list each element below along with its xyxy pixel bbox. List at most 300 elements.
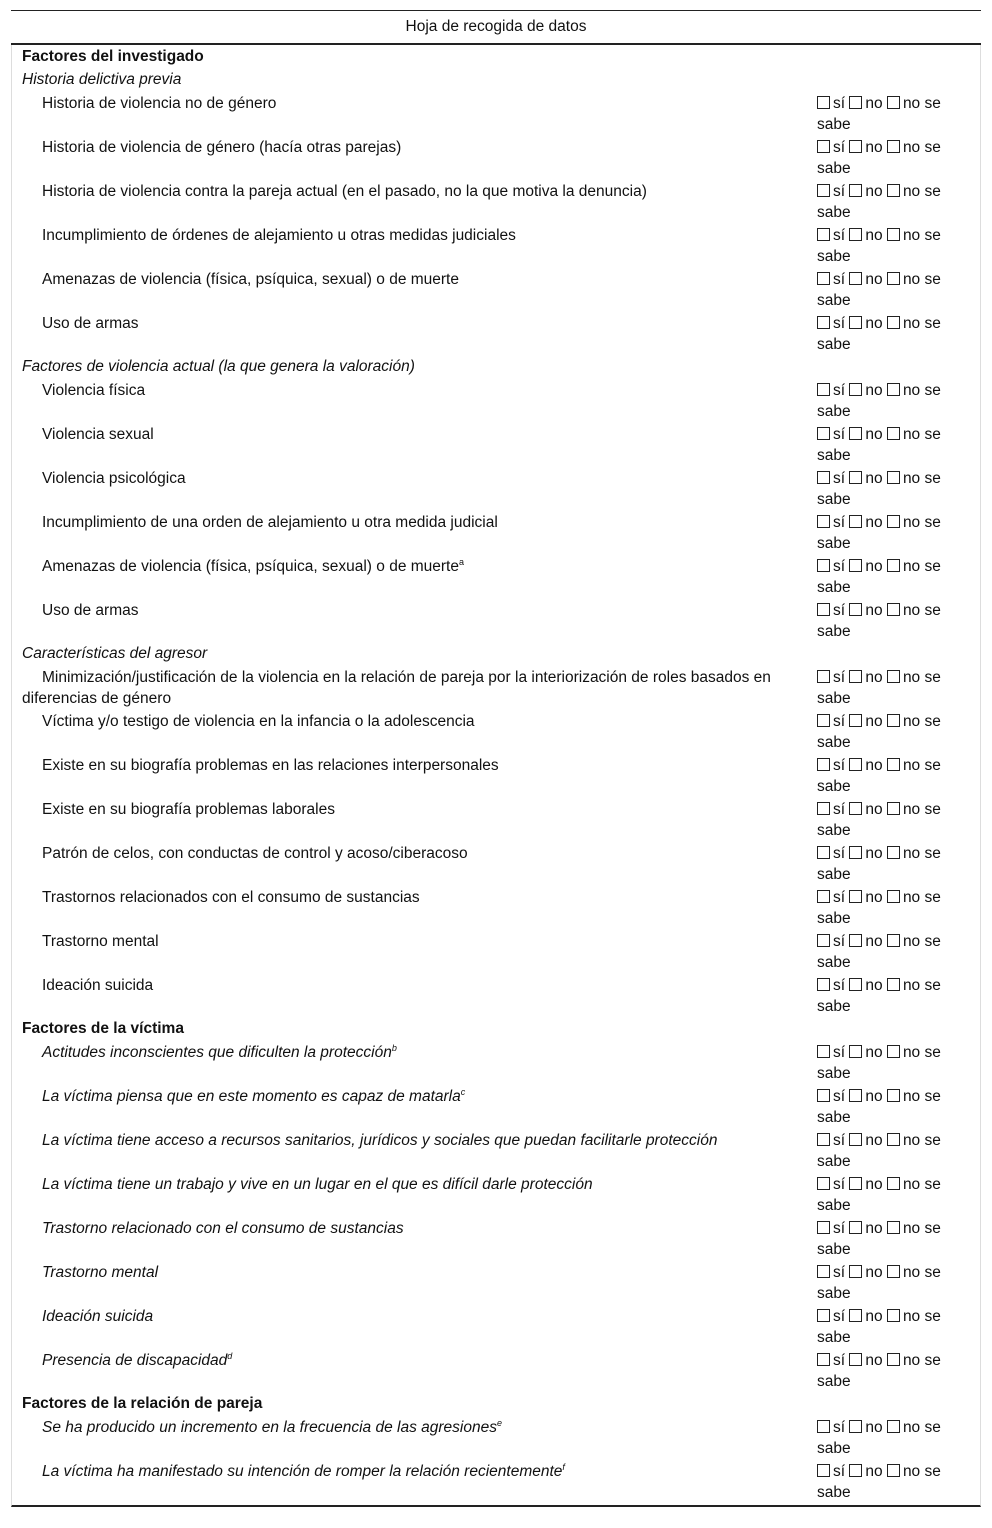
option-si-label: sí bbox=[833, 757, 846, 774]
answer-options bbox=[817, 313, 967, 355]
question-row bbox=[12, 1128, 980, 1172]
question-row bbox=[12, 885, 980, 929]
option-no-checkbox[interactable] bbox=[849, 1133, 862, 1146]
option-no-se-sabe-label: no se bbox=[902, 315, 941, 332]
question-row bbox=[12, 973, 980, 1017]
footnote-marker: b bbox=[391, 1043, 397, 1053]
option-no-se-sabe-label: no se bbox=[902, 382, 941, 399]
option-no-se-sabe-checkbox[interactable] bbox=[887, 1420, 900, 1433]
option-no-label: no bbox=[865, 1044, 883, 1061]
option-no-checkbox[interactable] bbox=[849, 978, 862, 991]
option-si-label: sí bbox=[833, 315, 846, 332]
question-label: Violencia física bbox=[42, 382, 146, 399]
option-no-checkbox[interactable] bbox=[849, 515, 862, 528]
answer-options bbox=[817, 181, 967, 223]
answer-options bbox=[817, 600, 967, 642]
question-row bbox=[12, 1260, 980, 1304]
option-si-checkbox[interactable] bbox=[817, 714, 830, 727]
question-row bbox=[12, 1216, 980, 1260]
option-no-se-sabe-label-cont: sabe bbox=[817, 1065, 851, 1082]
question-label: La víctima tiene un trabajo y vive en un lugar en el que es difícil darle protección bbox=[42, 1176, 593, 1193]
option-no-se-sabe-label-cont: sabe bbox=[817, 690, 851, 707]
question-row bbox=[12, 267, 980, 311]
question-row bbox=[12, 311, 980, 355]
option-no-label: no bbox=[865, 757, 883, 774]
option-no-label: no bbox=[865, 1264, 883, 1281]
option-no-se-sabe-checkbox[interactable] bbox=[887, 184, 900, 197]
option-si-checkbox[interactable] bbox=[817, 978, 830, 991]
option-no-checkbox[interactable] bbox=[849, 383, 862, 396]
option-no-label: no bbox=[865, 382, 883, 399]
option-no-label: no bbox=[865, 889, 883, 906]
question-row bbox=[12, 554, 980, 598]
option-si-label: sí bbox=[833, 1088, 846, 1105]
option-no-se-sabe-label-cont: sabe bbox=[817, 822, 851, 839]
option-si-label: sí bbox=[833, 1044, 846, 1061]
question-label: Patrón de celos, con conductas de control y acoso/ciberacoso bbox=[42, 845, 468, 862]
question-label: La víctima ha manifestado su intención de romper la relación recientemente$^f$ bbox=[42, 1462, 565, 1480]
option-no-checkbox[interactable] bbox=[849, 184, 862, 197]
question-row bbox=[12, 1040, 980, 1084]
answer-options bbox=[817, 1042, 967, 1084]
option-no-se-sabe-checkbox[interactable] bbox=[887, 1089, 900, 1102]
option-no-se-sabe-checkbox[interactable] bbox=[887, 559, 900, 572]
question-row bbox=[12, 841, 980, 885]
question-label: Incumplimiento de una orden de alejamiento u otra medida judicial bbox=[42, 514, 498, 531]
option-no-se-sabe-label-cont: sabe bbox=[817, 1440, 851, 1457]
option-si-checkbox[interactable] bbox=[817, 140, 830, 153]
option-si-label: sí bbox=[833, 933, 846, 950]
option-no-se-sabe-checkbox[interactable] bbox=[887, 670, 900, 683]
option-no-checkbox[interactable] bbox=[849, 559, 862, 572]
question-row bbox=[12, 223, 980, 267]
option-no-se-sabe-checkbox[interactable] bbox=[887, 978, 900, 991]
answer-options bbox=[817, 887, 967, 929]
footnote-marker: e bbox=[496, 1418, 502, 1428]
option-no-se-sabe-label-cont: sabe bbox=[817, 623, 851, 640]
option-no-se-sabe-label-cont: sabe bbox=[817, 292, 851, 309]
question-row bbox=[12, 797, 980, 841]
question-label: Historia de violencia contra la pareja actual (en el pasado, no la que motiva la denuncia) bbox=[42, 183, 647, 200]
option-si-checkbox[interactable] bbox=[817, 1265, 830, 1278]
option-si-label: sí bbox=[833, 470, 846, 487]
question-label: Víctima y/o testigo de violencia en la infancia o la adolescencia bbox=[42, 713, 475, 730]
question-label: La víctima tiene acceso a recursos sanitarios, jurídicos y sociales que puedan facilitarle protección bbox=[42, 1132, 718, 1149]
option-no-se-sabe-label-cont: sabe bbox=[817, 204, 851, 221]
option-no-label: no bbox=[865, 271, 883, 288]
answer-options bbox=[817, 1461, 967, 1503]
subsection-heading: Características del agresor bbox=[22, 645, 208, 662]
option-si-checkbox[interactable] bbox=[817, 670, 830, 683]
option-no-se-sabe-label-cont: sabe bbox=[817, 579, 851, 596]
question-row bbox=[12, 1084, 980, 1128]
option-no-label: no bbox=[865, 801, 883, 818]
option-si-checkbox[interactable] bbox=[817, 1089, 830, 1102]
option-si-label: sí bbox=[833, 801, 846, 818]
question-row bbox=[12, 135, 980, 179]
option-no-label: no bbox=[865, 845, 883, 862]
question-label: Actitudes inconscientes que dificulten la protección$^b$ bbox=[42, 1043, 397, 1061]
answer-options bbox=[817, 1417, 967, 1459]
answer-options bbox=[817, 667, 967, 709]
option-si-label: sí bbox=[833, 558, 846, 575]
option-si-label: sí bbox=[833, 1463, 846, 1480]
option-no-checkbox[interactable] bbox=[849, 934, 862, 947]
footnote-marker: c bbox=[460, 1087, 466, 1097]
option-no-se-sabe-checkbox[interactable] bbox=[887, 272, 900, 285]
option-no-label: no bbox=[865, 1176, 883, 1193]
option-no-se-sabe-checkbox[interactable] bbox=[887, 758, 900, 771]
option-si-label: sí bbox=[833, 426, 846, 443]
section-heading: Factores de la víctima bbox=[22, 1020, 184, 1037]
option-no-label: no bbox=[865, 315, 883, 332]
option-no-se-sabe-label: no se bbox=[902, 1220, 941, 1237]
option-no-se-sabe-checkbox[interactable] bbox=[887, 1177, 900, 1190]
option-no-checkbox[interactable] bbox=[849, 140, 862, 153]
answer-options bbox=[817, 755, 967, 797]
option-si-checkbox[interactable] bbox=[817, 802, 830, 815]
option-no-checkbox[interactable] bbox=[849, 1420, 862, 1433]
option-si-label: sí bbox=[833, 271, 846, 288]
option-no-checkbox[interactable] bbox=[849, 1309, 862, 1322]
option-si-checkbox[interactable] bbox=[817, 272, 830, 285]
option-si-checkbox[interactable] bbox=[817, 228, 830, 241]
option-no-se-sabe-checkbox[interactable] bbox=[887, 934, 900, 947]
option-no-se-sabe-label-cont: sabe bbox=[817, 1197, 851, 1214]
question-label: La víctima piensa que en este momento es capaz de matarla$^c$ bbox=[42, 1087, 466, 1105]
option-no-checkbox[interactable] bbox=[849, 1353, 862, 1366]
option-si-label: sí bbox=[833, 514, 846, 531]
option-no-se-sabe-checkbox[interactable] bbox=[887, 316, 900, 329]
option-si-checkbox[interactable] bbox=[817, 1045, 830, 1058]
option-no-se-sabe-label: no se bbox=[902, 1264, 941, 1281]
answer-options bbox=[817, 424, 967, 466]
option-no-se-sabe-label: no se bbox=[902, 426, 941, 443]
option-no-label: no bbox=[865, 1352, 883, 1369]
option-si-checkbox[interactable] bbox=[817, 1464, 830, 1477]
option-no-checkbox[interactable] bbox=[849, 846, 862, 859]
option-no-se-sabe-checkbox[interactable] bbox=[887, 427, 900, 440]
option-si-checkbox[interactable] bbox=[817, 316, 830, 329]
option-no-label: no bbox=[865, 977, 883, 994]
question-row bbox=[12, 1415, 980, 1459]
question-label: Historia de violencia de género (hacía otras parejas) bbox=[42, 139, 402, 156]
option-no-se-sabe-checkbox[interactable] bbox=[887, 96, 900, 109]
question-row bbox=[12, 510, 980, 554]
option-no-se-sabe-label: no se bbox=[902, 183, 941, 200]
option-no-checkbox[interactable] bbox=[849, 670, 862, 683]
option-no-se-sabe-label: no se bbox=[902, 1463, 941, 1480]
option-no-se-sabe-label: no se bbox=[902, 95, 941, 112]
option-si-checkbox[interactable] bbox=[817, 846, 830, 859]
option-no-checkbox[interactable] bbox=[849, 96, 862, 109]
option-si-label: sí bbox=[833, 977, 846, 994]
option-no-se-sabe-label-cont: sabe bbox=[817, 336, 851, 353]
option-no-se-sabe-label: no se bbox=[902, 933, 941, 950]
footnote-marker: a bbox=[459, 557, 465, 567]
question-label: Existe en su biografía problemas laborales bbox=[42, 801, 335, 818]
option-si-label: sí bbox=[833, 602, 846, 619]
footnote-marker: f bbox=[562, 1462, 565, 1472]
answer-options bbox=[817, 1262, 967, 1304]
section-heading: Factores de la relación de pareja bbox=[22, 1395, 263, 1412]
option-no-se-sabe-label: no se bbox=[902, 514, 941, 531]
subsection-heading: Factores de violencia actual (la que genera la valoración) bbox=[22, 358, 415, 375]
option-no-label: no bbox=[865, 95, 883, 112]
option-no-se-sabe-label-cont: sabe bbox=[817, 734, 851, 751]
option-no-se-sabe-label: no se bbox=[902, 558, 941, 575]
option-no-label: no bbox=[865, 602, 883, 619]
option-no-checkbox[interactable] bbox=[849, 714, 862, 727]
option-no-checkbox[interactable] bbox=[849, 1265, 862, 1278]
answer-options bbox=[817, 269, 967, 311]
question-label: Uso de armas bbox=[42, 602, 139, 619]
answer-options bbox=[817, 843, 967, 885]
option-no-se-sabe-label: no se bbox=[902, 669, 941, 686]
option-no-se-sabe-label-cont: sabe bbox=[817, 1241, 851, 1258]
answer-options bbox=[817, 225, 967, 267]
question-row bbox=[12, 179, 980, 223]
option-no-checkbox[interactable] bbox=[849, 272, 862, 285]
option-si-label: sí bbox=[833, 713, 846, 730]
question-label: Violencia psicológica bbox=[42, 470, 186, 487]
option-no-se-sabe-label-cont: sabe bbox=[817, 1153, 851, 1170]
question-label: Trastornos relacionados con el consumo de sustancias bbox=[42, 889, 420, 906]
option-si-label: sí bbox=[833, 1264, 846, 1281]
option-si-checkbox[interactable] bbox=[817, 96, 830, 109]
option-si-checkbox[interactable] bbox=[817, 559, 830, 572]
option-si-label: sí bbox=[833, 845, 846, 862]
section-heading: Factores del investigado bbox=[22, 48, 204, 65]
answer-options bbox=[817, 468, 967, 510]
option-no-checkbox[interactable] bbox=[849, 890, 862, 903]
option-si-checkbox[interactable] bbox=[817, 471, 830, 484]
option-no-label: no bbox=[865, 1220, 883, 1237]
option-no-se-sabe-checkbox[interactable] bbox=[887, 515, 900, 528]
question-label: Trastorno mental bbox=[42, 933, 159, 950]
option-no-se-sabe-label-cont: sabe bbox=[817, 1329, 851, 1346]
option-si-label: sí bbox=[833, 1419, 846, 1436]
option-si-checkbox[interactable] bbox=[817, 1309, 830, 1322]
question-label: Violencia sexual bbox=[42, 426, 154, 443]
question-label: Amenazas de violencia (física, psíquica, sexual) o de muerte bbox=[42, 271, 459, 288]
option-no-label: no bbox=[865, 933, 883, 950]
option-si-label: sí bbox=[833, 1220, 846, 1237]
option-si-label: sí bbox=[833, 889, 846, 906]
option-no-se-sabe-label-cont: sabe bbox=[817, 778, 851, 795]
sheet-body bbox=[11, 45, 981, 1507]
option-no-se-sabe-label: no se bbox=[902, 1308, 941, 1325]
option-no-label: no bbox=[865, 1132, 883, 1149]
option-si-checkbox[interactable] bbox=[817, 934, 830, 947]
question-row bbox=[12, 1348, 980, 1392]
question-label: Existe en su biografía problemas en las relaciones interpersonales bbox=[42, 757, 499, 774]
option-no-se-sabe-label: no se bbox=[902, 470, 941, 487]
option-no-label: no bbox=[865, 139, 883, 156]
option-no-se-sabe-checkbox[interactable] bbox=[887, 603, 900, 616]
option-si-checkbox[interactable] bbox=[817, 184, 830, 197]
option-no-checkbox[interactable] bbox=[849, 1464, 862, 1477]
option-no-checkbox[interactable] bbox=[849, 1177, 862, 1190]
option-no-se-sabe-label-cont: sabe bbox=[817, 160, 851, 177]
option-no-checkbox[interactable] bbox=[849, 1089, 862, 1102]
option-si-checkbox[interactable] bbox=[817, 1353, 830, 1366]
question-row bbox=[12, 1304, 980, 1348]
option-no-label: no bbox=[865, 1463, 883, 1480]
option-no-se-sabe-checkbox[interactable] bbox=[887, 1464, 900, 1477]
answer-options bbox=[817, 556, 967, 598]
option-no-label: no bbox=[865, 669, 883, 686]
question-row bbox=[12, 929, 980, 973]
question-label: Historia de violencia no de género bbox=[42, 95, 277, 112]
option-si-checkbox[interactable] bbox=[817, 383, 830, 396]
option-si-label: sí bbox=[833, 1132, 846, 1149]
option-si-label: sí bbox=[833, 382, 846, 399]
question-row bbox=[12, 422, 980, 466]
answer-options bbox=[817, 1174, 967, 1216]
option-no-se-sabe-label: no se bbox=[902, 845, 941, 862]
option-no-se-sabe-label-cont: sabe bbox=[817, 248, 851, 265]
option-no-label: no bbox=[865, 426, 883, 443]
option-si-label: sí bbox=[833, 1308, 846, 1325]
option-no-checkbox[interactable] bbox=[849, 603, 862, 616]
option-si-checkbox[interactable] bbox=[817, 890, 830, 903]
option-no-checkbox[interactable] bbox=[849, 316, 862, 329]
option-no-label: no bbox=[865, 558, 883, 575]
option-no-se-sabe-checkbox[interactable] bbox=[887, 1265, 900, 1278]
option-no-se-sabe-label: no se bbox=[902, 757, 941, 774]
option-no-checkbox[interactable] bbox=[849, 228, 862, 241]
question-label: Ideación suicida bbox=[42, 1308, 154, 1325]
option-no-se-sabe-checkbox[interactable] bbox=[887, 890, 900, 903]
question-row bbox=[12, 1172, 980, 1216]
option-no-se-sabe-label: no se bbox=[902, 1044, 941, 1061]
option-no-checkbox[interactable] bbox=[849, 1221, 862, 1234]
option-no-se-sabe-checkbox[interactable] bbox=[887, 714, 900, 727]
option-no-se-sabe-label: no se bbox=[902, 227, 941, 244]
question-label: Incumplimiento de órdenes de alejamiento u otras medidas judiciales bbox=[42, 227, 516, 244]
option-no-se-sabe-label: no se bbox=[902, 801, 941, 818]
question-label: Ideación suicida bbox=[42, 977, 154, 994]
question-label: Trastorno mental bbox=[42, 1264, 159, 1281]
option-no-label: no bbox=[865, 227, 883, 244]
option-no-se-sabe-label-cont: sabe bbox=[817, 535, 851, 552]
answer-options bbox=[817, 799, 967, 841]
option-si-checkbox[interactable] bbox=[817, 603, 830, 616]
answer-options bbox=[817, 1306, 967, 1348]
option-no-label: no bbox=[865, 1088, 883, 1105]
option-no-se-sabe-checkbox[interactable] bbox=[887, 140, 900, 153]
question-label: Minimización/justificación de la violencia en la relación de pareja por la interiorización de roles basados en diferencias de género bbox=[22, 669, 771, 707]
answer-options bbox=[817, 1086, 967, 1128]
question-row bbox=[12, 665, 980, 709]
option-si-label: sí bbox=[833, 669, 846, 686]
option-no-se-sabe-label-cont: sabe bbox=[817, 1373, 851, 1390]
option-si-label: sí bbox=[833, 1352, 846, 1369]
option-no-se-sabe-checkbox[interactable] bbox=[887, 383, 900, 396]
question-label: Se ha producido un incremento en la frecuencia de las agresiones$^e$ bbox=[42, 1418, 502, 1436]
answer-options bbox=[817, 93, 967, 135]
option-si-checkbox[interactable] bbox=[817, 1133, 830, 1146]
option-no-se-sabe-label: no se bbox=[902, 139, 941, 156]
option-no-se-sabe-label-cont: sabe bbox=[817, 1484, 851, 1501]
option-no-label: no bbox=[865, 1308, 883, 1325]
option-no-se-sabe-checkbox[interactable] bbox=[887, 802, 900, 815]
question-row bbox=[12, 91, 980, 135]
option-no-se-sabe-checkbox[interactable] bbox=[887, 1309, 900, 1322]
option-si-label: sí bbox=[833, 1176, 846, 1193]
option-no-se-sabe-label: no se bbox=[902, 1352, 941, 1369]
question-row bbox=[12, 378, 980, 422]
option-no-se-sabe-checkbox[interactable] bbox=[887, 1045, 900, 1058]
question-row bbox=[12, 598, 980, 642]
answer-options bbox=[817, 1350, 967, 1392]
option-no-se-sabe-label-cont: sabe bbox=[817, 1109, 851, 1126]
option-no-se-sabe-label: no se bbox=[902, 1088, 941, 1105]
option-si-label: sí bbox=[833, 183, 846, 200]
option-no-se-sabe-label: no se bbox=[902, 713, 941, 730]
question-label: Trastorno relacionado con el consumo de sustancias bbox=[42, 1220, 404, 1237]
option-no-label: no bbox=[865, 1419, 883, 1436]
question-row bbox=[12, 1459, 980, 1503]
option-no-checkbox[interactable] bbox=[849, 802, 862, 815]
option-no-checkbox[interactable] bbox=[849, 758, 862, 771]
option-no-se-sabe-label: no se bbox=[902, 602, 941, 619]
option-no-se-sabe-label-cont: sabe bbox=[817, 447, 851, 464]
option-si-label: sí bbox=[833, 227, 846, 244]
option-si-checkbox[interactable] bbox=[817, 1420, 830, 1433]
question-row bbox=[12, 753, 980, 797]
option-no-se-sabe-label: no se bbox=[902, 1176, 941, 1193]
option-si-label: sí bbox=[833, 95, 846, 112]
subsection-heading: Historia delictiva previa bbox=[22, 71, 182, 88]
option-no-se-sabe-label-cont: sabe bbox=[817, 910, 851, 927]
option-no-se-sabe-checkbox[interactable] bbox=[887, 471, 900, 484]
option-no-se-sabe-label: no se bbox=[902, 1132, 941, 1149]
option-si-checkbox[interactable] bbox=[817, 1221, 830, 1234]
option-no-se-sabe-checkbox[interactable] bbox=[887, 228, 900, 241]
option-no-se-sabe-checkbox[interactable] bbox=[887, 1221, 900, 1234]
option-no-se-sabe-label-cont: sabe bbox=[817, 866, 851, 883]
answer-options bbox=[817, 380, 967, 422]
option-no-checkbox[interactable] bbox=[849, 1045, 862, 1058]
answer-options bbox=[817, 975, 967, 1017]
option-si-checkbox[interactable] bbox=[817, 1177, 830, 1190]
option-no-label: no bbox=[865, 713, 883, 730]
option-si-checkbox[interactable] bbox=[817, 758, 830, 771]
answer-options bbox=[817, 711, 967, 753]
option-no-se-sabe-label: no se bbox=[902, 889, 941, 906]
option-si-checkbox[interactable] bbox=[817, 427, 830, 440]
footnote-marker: d bbox=[227, 1351, 233, 1361]
option-no-se-sabe-label-cont: sabe bbox=[817, 116, 851, 133]
option-si-label: sí bbox=[833, 139, 846, 156]
option-no-se-sabe-label: no se bbox=[902, 977, 941, 994]
answer-options bbox=[817, 512, 967, 554]
option-no-se-sabe-checkbox[interactable] bbox=[887, 846, 900, 859]
option-no-se-sabe-checkbox[interactable] bbox=[887, 1353, 900, 1366]
option-no-checkbox[interactable] bbox=[849, 471, 862, 484]
answer-options bbox=[817, 931, 967, 973]
question-row bbox=[12, 466, 980, 510]
option-si-checkbox[interactable] bbox=[817, 515, 830, 528]
option-no-checkbox[interactable] bbox=[849, 427, 862, 440]
option-no-label: no bbox=[865, 470, 883, 487]
question-label: Presencia de discapacidad$^d$ bbox=[42, 1351, 233, 1369]
answer-options bbox=[817, 137, 967, 179]
option-no-se-sabe-checkbox[interactable] bbox=[887, 1133, 900, 1146]
question-label: Amenazas de violencia (física, psíquica, sexual) o de muerte$^a$ bbox=[42, 557, 465, 575]
